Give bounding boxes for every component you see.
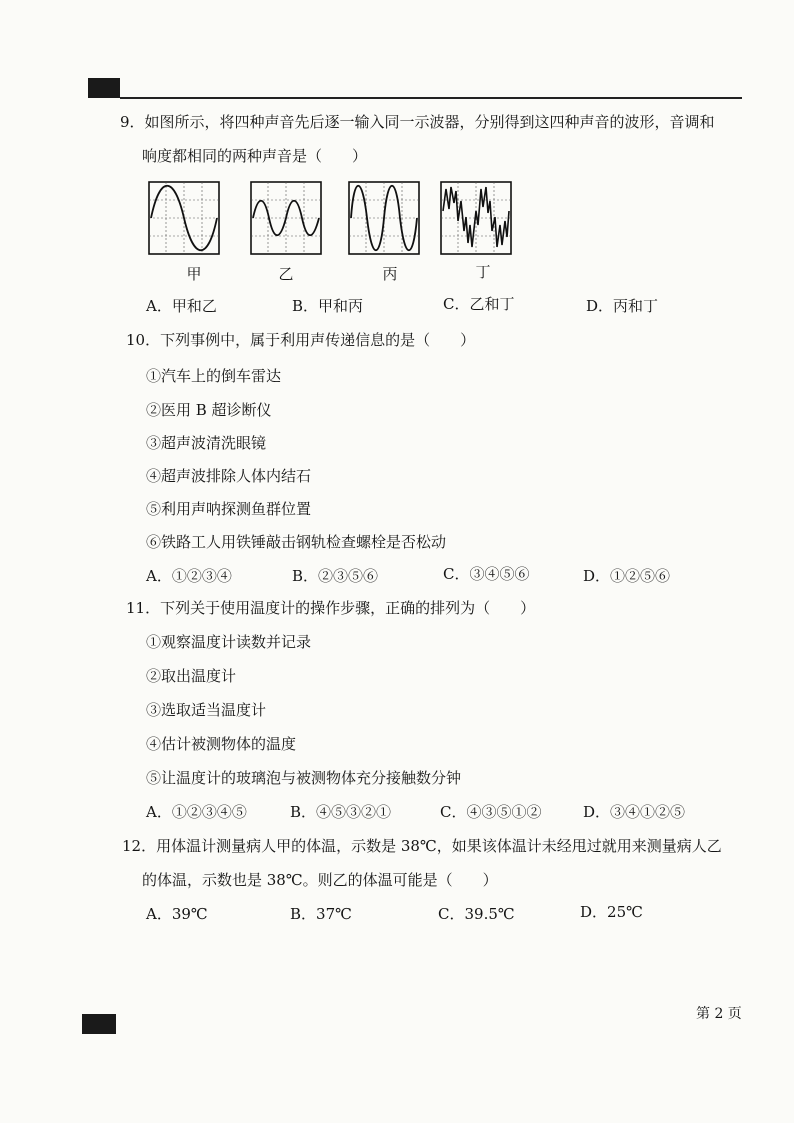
q12-option-a: A．39℃ xyxy=(146,905,208,923)
corner-mark-top xyxy=(88,78,120,98)
q11-item-3: ③选取适当温度计 xyxy=(146,701,267,719)
waveform-bing xyxy=(348,181,420,255)
waveform-jia xyxy=(148,181,220,255)
waveform-ding xyxy=(440,181,512,255)
q9-option-a: A．甲和乙 xyxy=(146,297,217,315)
q11-item-4: ④估计被测物体的温度 xyxy=(146,735,297,753)
q12-option-b: B．37℃ xyxy=(290,905,352,923)
q10-item-3: ③超声波清洗眼镜 xyxy=(146,434,267,452)
page-number: 第 2 页 xyxy=(696,1006,742,1022)
q10-option-b: B．②③⑤⑥ xyxy=(292,567,379,585)
q10-item-4: ④超声波排除人体内结石 xyxy=(146,467,312,485)
q9-option-d: D．丙和丁 xyxy=(586,297,659,315)
q10-item-1: ①汽车上的倒车雷达 xyxy=(146,367,282,385)
q11-option-d: D．③④①②⑤ xyxy=(583,803,686,821)
q11-item-5: ⑤让温度计的玻璃泡与被测物体充分接触数分钟 xyxy=(146,769,462,787)
q11-option-c: C．④③⑤①② xyxy=(440,803,542,821)
q11-stem: 11．下列关于使用温度计的操作步骤，正确的排列为（ ） xyxy=(126,599,536,617)
corner-mark-bottom xyxy=(82,1014,116,1034)
waveform-yi xyxy=(250,181,322,255)
q9-option-b: B．甲和丙 xyxy=(292,297,364,315)
q11-item-2: ②取出温度计 xyxy=(146,667,237,685)
q11-option-a: A．①②③④⑤ xyxy=(146,803,247,821)
q10-item-2: ②医用 B 超诊断仪 xyxy=(146,401,272,419)
q10-option-d: D．①②⑤⑥ xyxy=(583,567,671,585)
q10-stem: 10．下列事例中，属于利用声传递信息的是（ ） xyxy=(126,331,476,349)
q9-stem-line1: 9．如图所示，将四种声音先后逐一输入同一示波器，分别得到这四种声音的波形，音调和 xyxy=(120,113,715,131)
q11-option-b: B．④⑤③②① xyxy=(290,803,392,821)
q12-stem-line1: 12．用体温计测量病人甲的体温，示数是 38℃，如果该体温计未经甩过就用来测量病人乙 xyxy=(122,837,722,855)
q9-option-c: C．乙和丁 xyxy=(443,295,515,313)
header-rule xyxy=(120,97,742,99)
wave-label-yi: 乙 xyxy=(278,265,294,283)
q10-option-a: A．①②③④ xyxy=(146,567,232,585)
wave-label-jia: 甲 xyxy=(186,265,202,283)
q9-stem-line2: 响度都相同的两种声音是（ ） xyxy=(142,147,368,165)
q10-option-c: C．③④⑤⑥ xyxy=(443,565,530,583)
q12-stem-line2: 的体温，示数也是 38℃。则乙的体温可能是（ ） xyxy=(142,871,498,889)
q10-item-5: ⑤利用声呐探测鱼群位置 xyxy=(146,500,312,518)
q10-item-6: ⑥铁路工人用铁锤敲击钢轨检查螺栓是否松动 xyxy=(146,533,447,551)
q12-option-d: D．25℃ xyxy=(580,903,643,921)
wave-label-bing: 丙 xyxy=(382,265,398,283)
q11-item-1: ①观察温度计读数并记录 xyxy=(146,633,312,651)
q12-option-c: C．39.5℃ xyxy=(438,905,515,923)
wave-label-ding: 丁 xyxy=(475,263,491,281)
